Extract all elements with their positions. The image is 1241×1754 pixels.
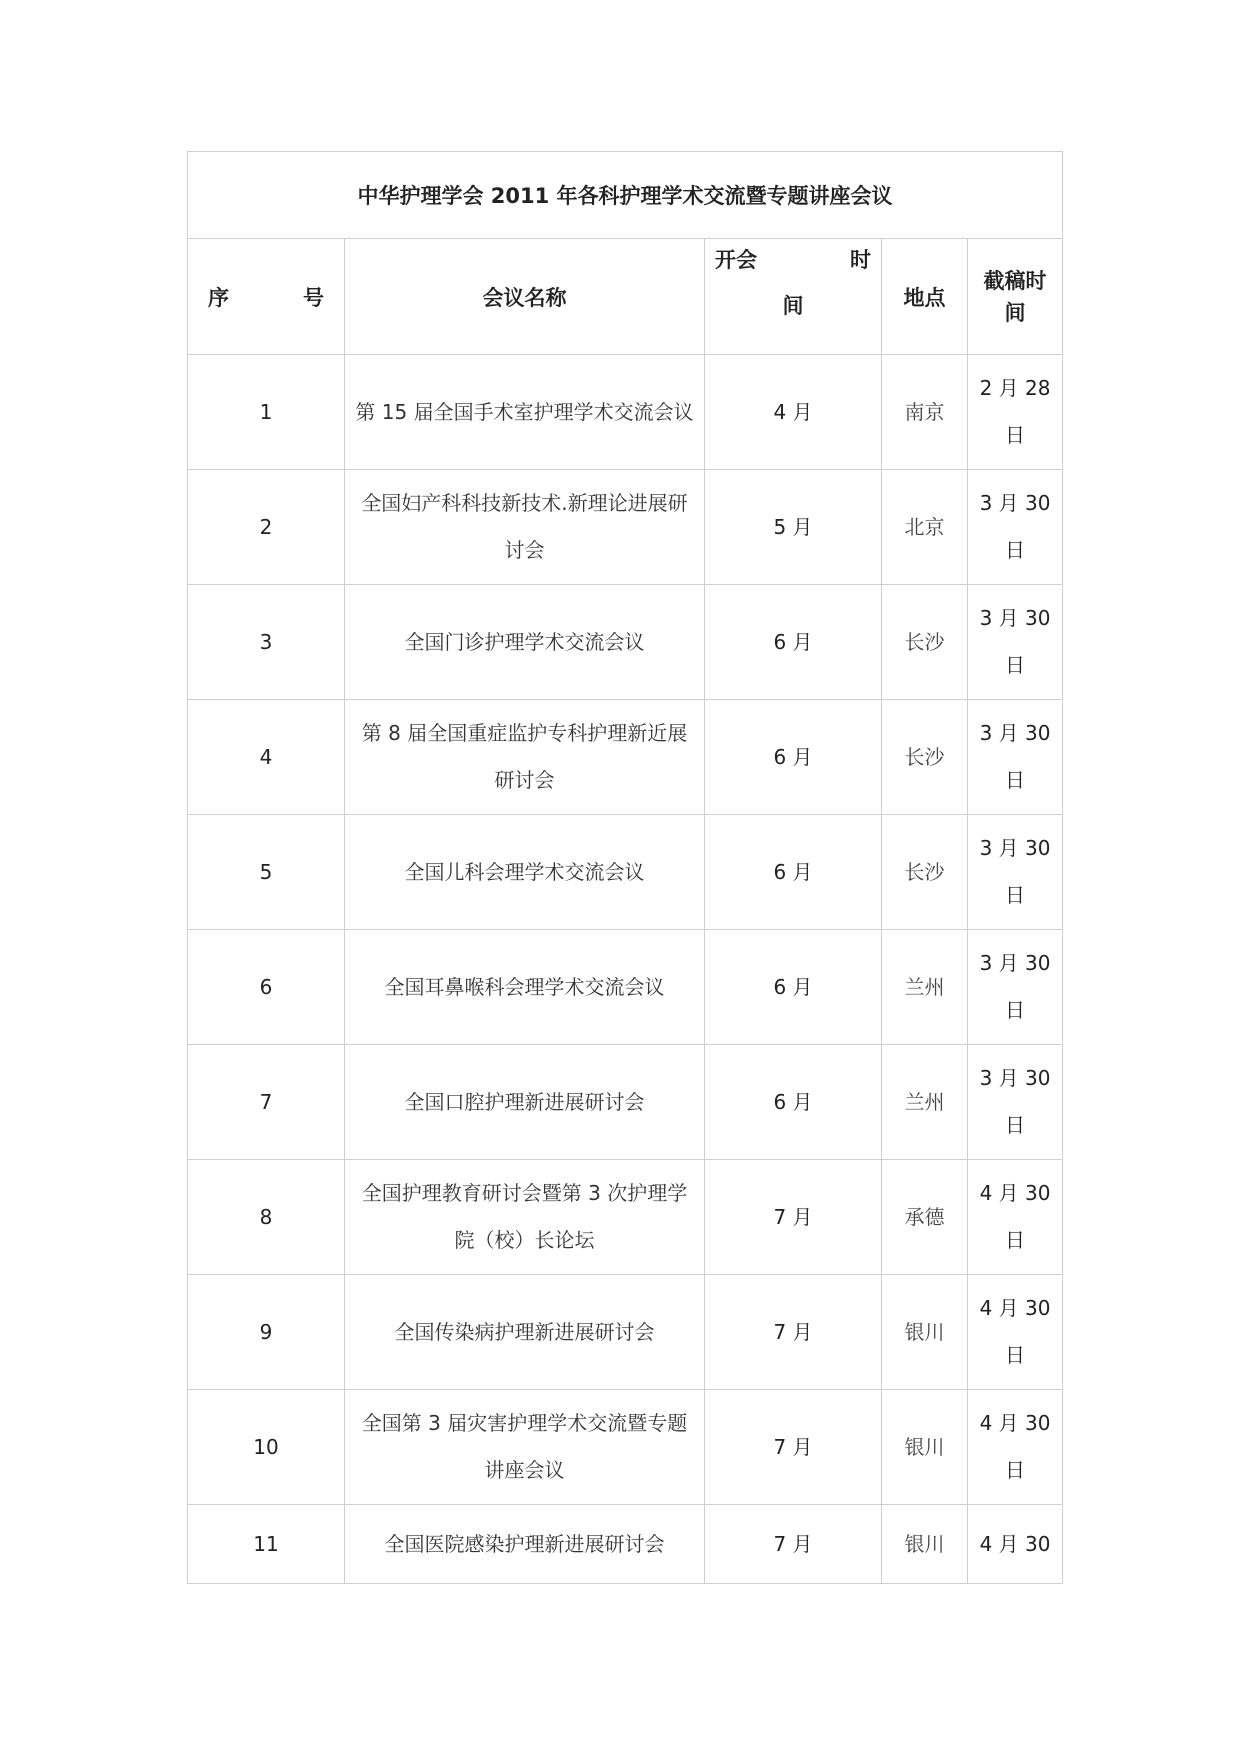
header-deadline	[968, 239, 1063, 355]
row-no: 1	[188, 355, 345, 470]
table-row	[188, 815, 1063, 930]
table-row	[188, 355, 1063, 470]
row-name: 全国口腔护理新进展研讨会	[345, 1045, 705, 1160]
header-no-left: 序	[208, 285, 229, 310]
table-row	[188, 1390, 1063, 1505]
header-time-bottom: 间	[782, 293, 804, 318]
row-deadline	[968, 585, 1063, 700]
row-no: 3	[188, 585, 345, 700]
row-place: 银川	[882, 1275, 968, 1390]
table-row	[188, 1505, 1063, 1584]
row-name: 全国护理教育研讨会暨第 3 次护理学院（校）长论坛	[345, 1160, 705, 1275]
row-name: 全国医院感染护理新进展研讨会	[345, 1505, 705, 1584]
row-deadline-text: 4 月 30 日	[979, 1296, 1051, 1367]
row-deadline-text: 2 月 28 日	[979, 376, 1051, 447]
row-place: 兰州	[882, 930, 968, 1045]
table-header-row	[188, 239, 1063, 355]
row-time: 6 月	[705, 700, 882, 815]
row-no: 7	[188, 1045, 345, 1160]
row-place: 兰州	[882, 1045, 968, 1160]
row-deadline-text: 3 月 30 日	[979, 836, 1051, 907]
row-deadline-text: 3 月 30 日	[979, 606, 1051, 677]
row-name: 全国第 3 届灾害护理学术交流暨专题讲座会议	[345, 1390, 705, 1505]
row-deadline	[968, 700, 1063, 815]
row-name: 全国门诊护理学术交流会议	[345, 585, 705, 700]
row-deadline-text: 4 月 30 日	[979, 1411, 1051, 1482]
row-deadline-text: 3 月 30 日	[979, 1066, 1051, 1137]
row-deadline-text: 4 月 30 日	[979, 1181, 1051, 1252]
header-time	[705, 239, 882, 355]
row-no: 10	[188, 1390, 345, 1505]
row-no: 5	[188, 815, 345, 930]
header-deadline-line1: 截稿时	[983, 268, 1047, 293]
table-title: 中华护理学会 2011 年各科护理学术交流暨专题讲座会议	[188, 152, 1063, 239]
row-place: 南京	[882, 355, 968, 470]
header-time-right: 时	[850, 247, 871, 272]
table-row	[188, 585, 1063, 700]
row-deadline	[968, 1160, 1063, 1275]
header-deadline-line2: 间	[1004, 300, 1026, 325]
header-name: 会议名称	[345, 239, 705, 355]
row-time: 6 月	[705, 930, 882, 1045]
row-place: 北京	[882, 470, 968, 585]
row-time: 6 月	[705, 815, 882, 930]
table-row	[188, 930, 1063, 1045]
row-no: 11	[188, 1505, 345, 1584]
header-place: 地点	[882, 239, 968, 355]
row-no: 6	[188, 930, 345, 1045]
header-no	[188, 239, 345, 355]
row-place: 承德	[882, 1160, 968, 1275]
row-deadline	[968, 930, 1063, 1045]
row-time: 6 月	[705, 585, 882, 700]
row-name: 第 15 届全国手术室护理学术交流会议	[345, 355, 705, 470]
row-time: 7 月	[705, 1505, 882, 1584]
row-time: 4 月	[705, 355, 882, 470]
row-no: 9	[188, 1275, 345, 1390]
row-name: 全国耳鼻喉科会理学术交流会议	[345, 930, 705, 1045]
row-name: 全国儿科会理学术交流会议	[345, 815, 705, 930]
row-name: 第 8 届全国重症监护专科护理新近展研讨会	[345, 700, 705, 815]
conference-table	[187, 151, 1063, 1584]
row-time: 7 月	[705, 1390, 882, 1505]
row-place: 长沙	[882, 585, 968, 700]
row-no: 4	[188, 700, 345, 815]
header-no-right: 号	[303, 285, 324, 310]
row-deadline	[968, 1275, 1063, 1390]
row-deadline	[968, 1045, 1063, 1160]
row-place: 银川	[882, 1390, 968, 1505]
table-row	[188, 1045, 1063, 1160]
row-time: 6 月	[705, 1045, 882, 1160]
table-row	[188, 700, 1063, 815]
row-deadline-text: 3 月 30 日	[979, 721, 1051, 792]
row-name: 全国传染病护理新进展研讨会	[345, 1275, 705, 1390]
table-row	[188, 470, 1063, 585]
row-time: 7 月	[705, 1275, 882, 1390]
row-deadline	[968, 355, 1063, 470]
table-title-row	[188, 152, 1063, 239]
row-place: 长沙	[882, 700, 968, 815]
row-time: 7 月	[705, 1160, 882, 1275]
table-row	[188, 1275, 1063, 1390]
row-time: 5 月	[705, 470, 882, 585]
row-deadline-text: 3 月 30 日	[979, 491, 1051, 562]
row-place: 长沙	[882, 815, 968, 930]
row-no: 8	[188, 1160, 345, 1275]
row-place: 银川	[882, 1505, 968, 1584]
row-deadline	[968, 470, 1063, 585]
header-time-left: 开会	[715, 247, 757, 272]
row-name: 全国妇产科科技新技术.新理论进展研讨会	[345, 470, 705, 585]
row-deadline-text: 3 月 30 日	[979, 951, 1051, 1022]
table-row	[188, 1160, 1063, 1275]
row-deadline	[968, 815, 1063, 930]
row-deadline	[968, 1390, 1063, 1505]
row-deadline	[968, 1505, 1063, 1584]
row-no: 2	[188, 470, 345, 585]
row-deadline-text: 4 月 30	[979, 1531, 1051, 1556]
